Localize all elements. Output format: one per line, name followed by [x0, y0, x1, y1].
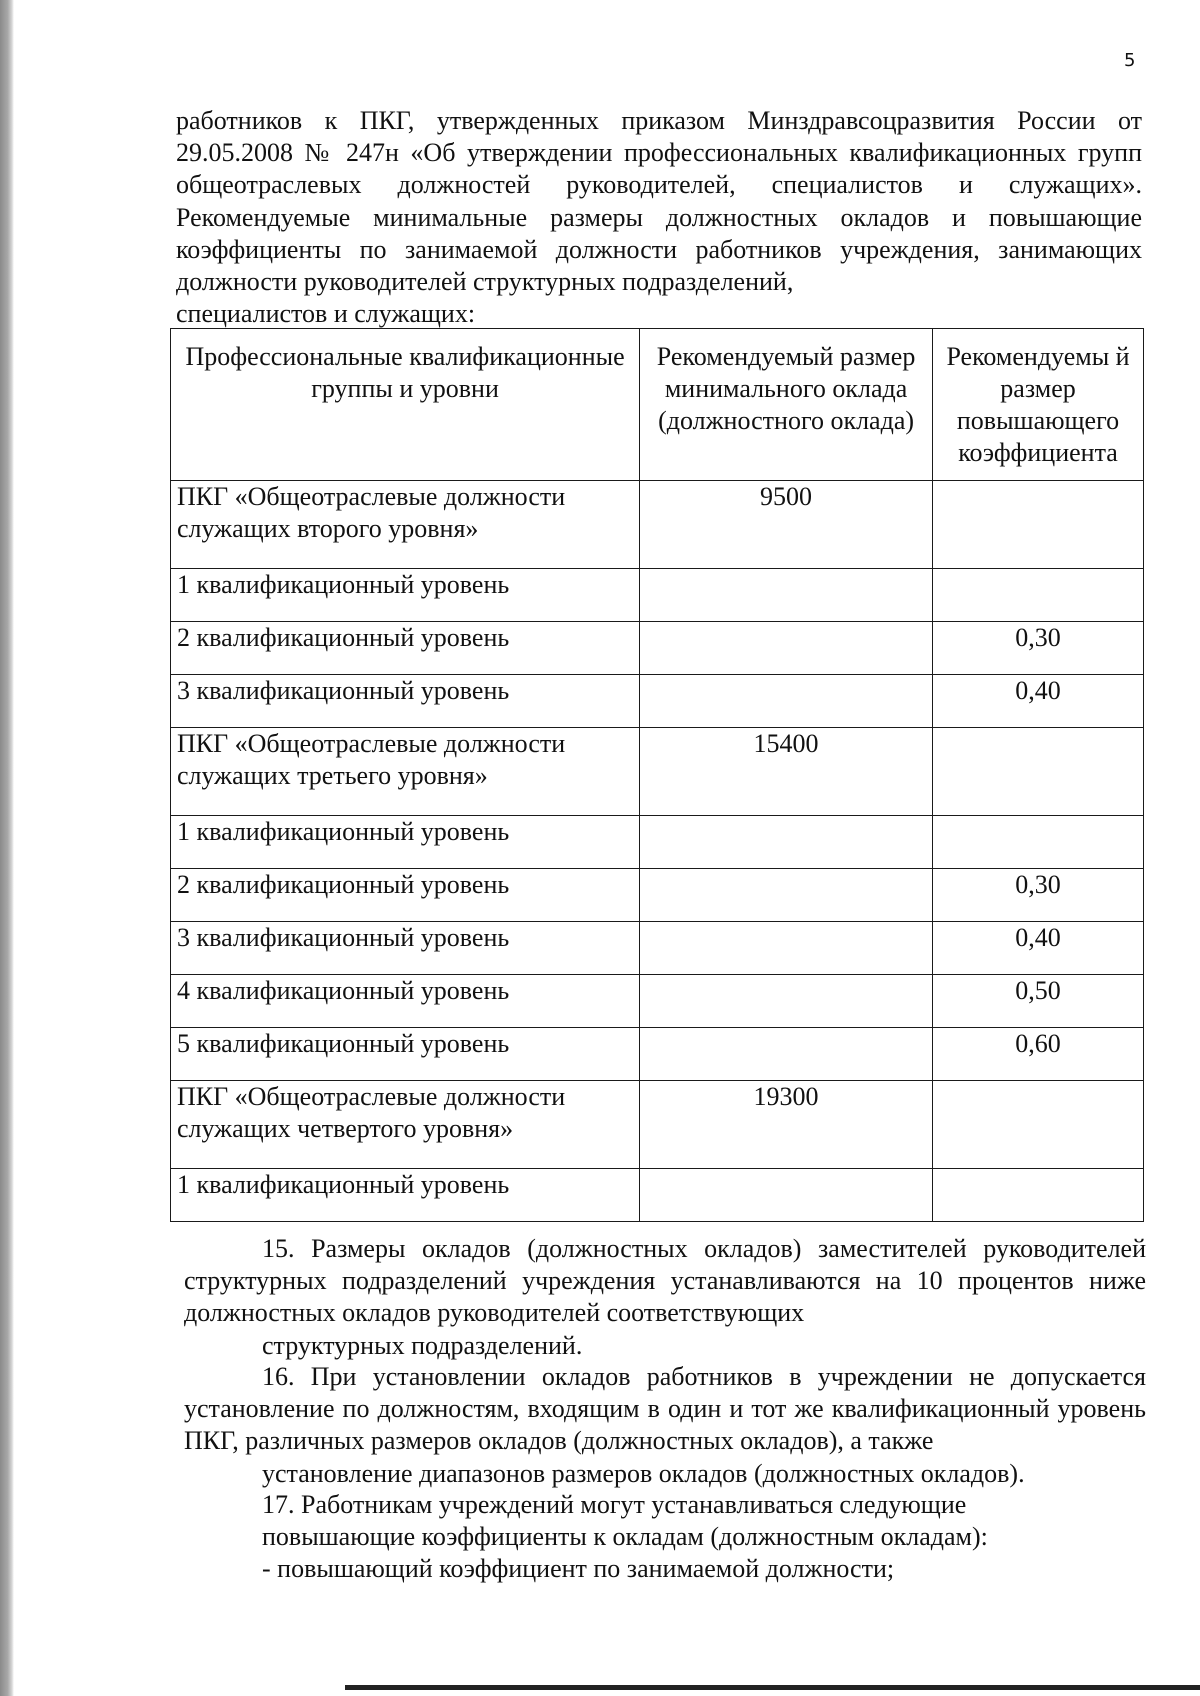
paragraph-16-text: 16. При установлении окладов работников в учреждении не допускается установление по должностям, входящим в один и тот же квалификационный уровень ПКГ, различных размеров окладов (должностных окладов), а также	[184, 1362, 1146, 1456]
cell-coefficient: 0,30	[933, 622, 1144, 675]
table-row-group	[171, 481, 1144, 569]
bullet-item: - повышающий коэффициент по занимаемой должности;	[262, 1554, 895, 1583]
cell-salary: 9500	[640, 481, 933, 569]
cell-coefficient	[933, 728, 1144, 816]
paragraph-16-last-line: установление диапазонов размеров окладов (должностных окладов).	[262, 1458, 1025, 1488]
cell-salary	[640, 622, 933, 675]
cell-name: 3 квалификационный уровень	[171, 922, 640, 975]
table-row-level	[171, 569, 1144, 622]
cell-coefficient: 0,40	[933, 922, 1144, 975]
table-body	[171, 481, 1144, 1222]
paragraph-15-last-line: структурных подразделений.	[262, 1330, 583, 1360]
cell-salary	[640, 1028, 933, 1081]
header-coefficient: Рекомендуемы й размер повышающего коэффициента	[933, 329, 1144, 481]
cell-name: 3 квалификационный уровень	[171, 675, 640, 728]
table-row-level	[171, 622, 1144, 675]
paragraph-17-last-line: повышающие коэффициенты к окладам (должностным окладам):	[262, 1522, 988, 1552]
header-groups-levels: Профессиональные квалификационные группы и уровни	[171, 329, 640, 481]
cell-coefficient	[933, 816, 1144, 869]
page-number: 5	[1124, 50, 1136, 71]
cell-coefficient	[933, 569, 1144, 622]
intro-text: работников к ПКГ, утвержденных приказом Минздравсоцразвития России от 29.05.2008 № 247н «Об утверждении профессиональных квалификационных групп общеотраслевых должностей руководителей, специалистов и служащих». Рекомендуемые минимальные размеры должностных окладов и повышающие коэффициенты по занимаемой должности работников учреждения, занимающих должности руководителей структурных подразделений,	[176, 106, 1142, 297]
cell-name: ПКГ «Общеотраслевые должности служащих второго уровня»	[171, 481, 640, 569]
cell-name: 1 квалификационный уровень	[171, 569, 640, 622]
cell-coefficient: 0,40	[933, 675, 1144, 728]
scan-edge-shadow	[0, 0, 14, 1696]
table-row-level	[171, 816, 1144, 869]
table-row-group	[171, 728, 1144, 816]
pkg-table	[170, 328, 1144, 1222]
table-row-level	[171, 975, 1144, 1028]
cell-salary	[640, 922, 933, 975]
cell-salary	[640, 816, 933, 869]
scan-edge-bottom-line	[345, 1685, 1200, 1690]
table-row-level	[171, 1028, 1144, 1081]
header-min-salary: Рекомендуемый размер минимального оклада (должностного оклада)	[640, 329, 933, 481]
cell-name: 4 квалификационный уровень	[171, 975, 640, 1028]
cell-salary	[640, 675, 933, 728]
cell-salary: 19300	[640, 1081, 933, 1169]
cell-name: 2 квалификационный уровень	[171, 869, 640, 922]
intro-paragraph	[176, 105, 1142, 330]
cell-salary	[640, 1169, 933, 1222]
table-row-group	[171, 1081, 1144, 1169]
cell-name: ПКГ «Общеотраслевые должности служащих четвертого уровня»	[171, 1081, 640, 1169]
cell-name: ПКГ «Общеотраслевые должности служащих третьего уровня»	[171, 728, 640, 816]
intro-last-line: специалистов и служащих:	[176, 299, 476, 329]
paragraph-15	[184, 1233, 1146, 1362]
cell-name: 1 квалификационный уровень	[171, 816, 640, 869]
cell-coefficient: 0,60	[933, 1028, 1144, 1081]
cell-name: 5 квалификационный уровень	[171, 1028, 640, 1081]
table-row-level	[171, 922, 1144, 975]
paragraph-16	[184, 1361, 1146, 1490]
table-header-row	[171, 329, 1144, 481]
table-row-level	[171, 1169, 1144, 1222]
table-row-level	[171, 675, 1144, 728]
cell-coefficient	[933, 481, 1144, 569]
table-row-level	[171, 869, 1144, 922]
cell-name: 1 квалификационный уровень	[171, 1169, 640, 1222]
cell-coefficient: 0,50	[933, 975, 1144, 1028]
cell-coefficient: 0,30	[933, 869, 1144, 922]
cell-coefficient	[933, 1169, 1144, 1222]
cell-name: 2 квалификационный уровень	[171, 622, 640, 675]
paragraph-17	[184, 1489, 1146, 1553]
paragraph-15-text: 15. Размеры окладов (должностных окладов) заместителей руководителей структурных подразделений учреждения устанавливаются на 10 процентов ниже должностных окладов руководителей соответствующих	[184, 1234, 1146, 1328]
cell-coefficient	[933, 1081, 1144, 1169]
cell-salary	[640, 869, 933, 922]
cell-salary	[640, 975, 933, 1028]
cell-salary	[640, 569, 933, 622]
cell-salary: 15400	[640, 728, 933, 816]
paragraph-17-text: 17. Работникам учреждений могут устанавливаться следующие	[262, 1490, 967, 1519]
